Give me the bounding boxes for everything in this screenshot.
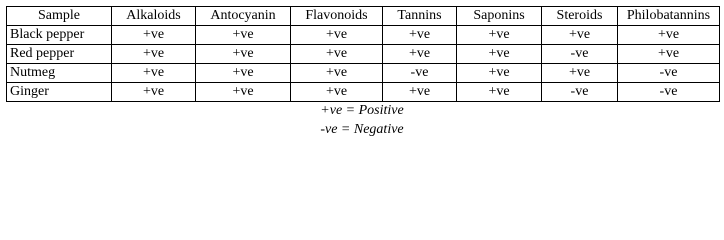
column-header: Antocyanin	[196, 7, 291, 26]
sample-name: Black pepper	[7, 26, 112, 45]
table-cell: +ve	[383, 26, 457, 45]
table-cell: +ve	[291, 45, 383, 64]
table-cell: +ve	[112, 83, 196, 102]
column-header: Alkaloids	[112, 7, 196, 26]
table-cell: +ve	[457, 64, 542, 83]
table-cell: +ve	[383, 45, 457, 64]
table-header-row	[7, 7, 720, 26]
table-cell: +ve	[291, 83, 383, 102]
table-row	[7, 83, 720, 102]
sample-name: Ginger	[7, 83, 112, 102]
table-row	[7, 45, 720, 64]
table-cell: +ve	[112, 45, 196, 64]
column-header: Flavonoids	[291, 7, 383, 26]
table-cell: -ve	[542, 45, 618, 64]
phytochemical-table	[6, 6, 720, 102]
sample-name: Nutmeg	[7, 64, 112, 83]
column-header: Saponins	[457, 7, 542, 26]
table-cell: +ve	[383, 83, 457, 102]
table-cell: +ve	[196, 64, 291, 83]
legend-negative: -ve = Negative	[320, 122, 404, 137]
table-cell: -ve	[383, 64, 457, 83]
table-cell: +ve	[112, 26, 196, 45]
table-cell: +ve	[196, 26, 291, 45]
table-row	[7, 26, 720, 45]
column-header: Sample	[7, 7, 112, 26]
legend-positive: +ve = Positive	[320, 103, 404, 118]
table-cell: +ve	[196, 45, 291, 64]
table-cell: +ve	[618, 45, 720, 64]
table-cell: +ve	[542, 26, 618, 45]
table-cell: +ve	[457, 83, 542, 102]
table-cell: +ve	[457, 45, 542, 64]
table-cell: -ve	[618, 64, 720, 83]
table-cell: +ve	[112, 64, 196, 83]
table-cell: +ve	[457, 26, 542, 45]
table-cell: +ve	[291, 26, 383, 45]
table-row	[7, 64, 720, 83]
column-header: Steroids	[542, 7, 618, 26]
table-cell: -ve	[542, 83, 618, 102]
table-cell: +ve	[542, 64, 618, 83]
column-header: Philobatannins	[618, 7, 720, 26]
table-cell: +ve	[291, 64, 383, 83]
table-cell: -ve	[618, 83, 720, 102]
table-cell: +ve	[618, 26, 720, 45]
sample-name: Red pepper	[7, 45, 112, 64]
column-header: Tannins	[383, 7, 457, 26]
table-cell: +ve	[196, 83, 291, 102]
